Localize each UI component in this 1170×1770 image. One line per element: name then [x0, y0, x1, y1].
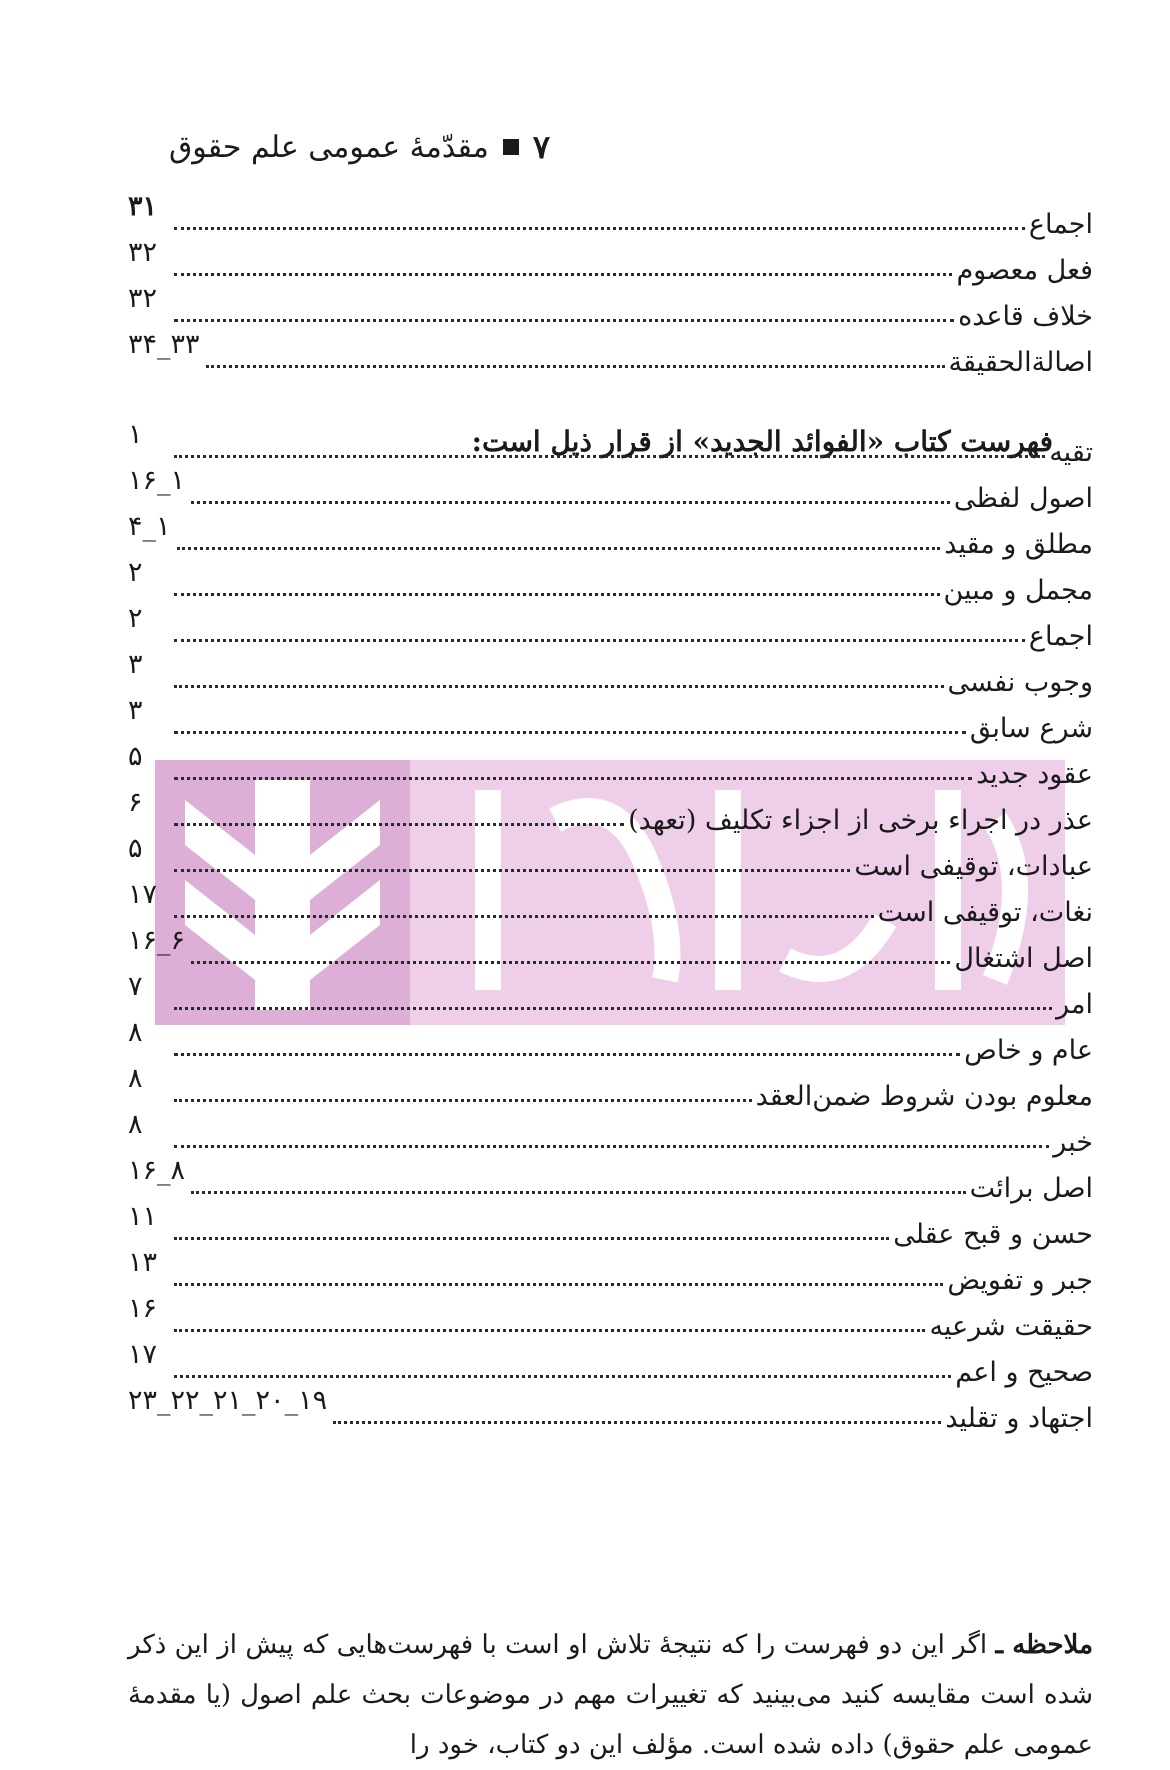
- toc-label: جبر و تفویض: [947, 1265, 1093, 1296]
- toc-row: [128, 1062, 1093, 1110]
- toc-label: مجمل و مبین: [943, 575, 1093, 606]
- toc-label: شرع سابق: [969, 713, 1093, 744]
- toc-page: ۸: [128, 1109, 143, 1140]
- leader-dots: [174, 823, 624, 826]
- toc-row: [128, 740, 1093, 788]
- toc-page: ۳: [128, 649, 143, 680]
- toc-row: [128, 1384, 1093, 1432]
- toc-page: ۷: [128, 971, 143, 1002]
- toc-row: [128, 970, 1093, 1018]
- toc-row: [128, 832, 1093, 880]
- leader-dots: [174, 1007, 1052, 1010]
- toc-row: [128, 694, 1093, 742]
- leader-dots: [174, 593, 940, 596]
- toc-row: [128, 236, 1093, 284]
- toc-label: عام و خاص: [964, 1035, 1093, 1066]
- header-square-icon: [503, 139, 519, 155]
- toc-page: ۳۲: [128, 283, 158, 314]
- toc-page: ۱۶: [128, 1293, 158, 1324]
- toc-label: حقیقت شرعیه: [929, 1311, 1093, 1342]
- leader-dots: [177, 547, 941, 550]
- toc-label: تقیه: [1049, 437, 1093, 468]
- toc-row: [128, 878, 1093, 926]
- leader-dots: [174, 1375, 951, 1378]
- toc-label: حسن و قبح عقلی: [893, 1219, 1093, 1250]
- leader-dots: [174, 1237, 889, 1240]
- toc-label: مطلق و مقید: [944, 529, 1093, 560]
- toc-page: ۶_۱۶: [128, 925, 186, 956]
- toc-label: نغات، توقیفی است: [877, 897, 1093, 928]
- toc-row: [128, 1246, 1093, 1294]
- toc-label: اجتهاد و تقلید: [945, 1403, 1093, 1434]
- toc-page: ۳۱: [128, 191, 158, 222]
- toc-page: ۱: [128, 419, 143, 450]
- leader-dots: [174, 1145, 1049, 1148]
- page-number: ۷: [532, 128, 550, 166]
- toc-page: ۱۷: [128, 1339, 158, 1370]
- leader-dots: [174, 869, 850, 872]
- toc-label: فعل معصوم: [956, 255, 1093, 286]
- toc-row: [128, 1154, 1093, 1202]
- running-header: [150, 122, 550, 172]
- toc-row: [128, 648, 1093, 696]
- leader-dots: [191, 501, 950, 504]
- note-lead: ملاحظه ـ: [995, 1630, 1093, 1660]
- leader-dots: [174, 639, 1025, 642]
- toc-row: [128, 556, 1093, 604]
- leader-dots: [174, 1283, 943, 1286]
- toc-label: اصول لفظی: [953, 483, 1093, 514]
- toc-page: ۶: [128, 787, 143, 818]
- toc-row: [128, 1292, 1093, 1340]
- leader-dots: [174, 1099, 752, 1102]
- leader-dots: [174, 1329, 925, 1332]
- toc-label: اجماع: [1028, 621, 1093, 652]
- toc-page: ۱_۴: [128, 511, 171, 542]
- toc-page: ۲: [128, 557, 143, 588]
- toc-page: ۲: [128, 603, 143, 634]
- toc-label: عقود جدید: [976, 759, 1093, 790]
- toc-page: ۱۳: [128, 1247, 158, 1278]
- toc-row: [128, 1200, 1093, 1248]
- toc-page: ۸_۱۶: [128, 1155, 186, 1186]
- toc-label: خبر: [1053, 1127, 1093, 1158]
- leader-dots: [191, 1191, 966, 1194]
- toc-page: ۸: [128, 1063, 143, 1094]
- toc-page: ۵: [128, 741, 143, 772]
- toc-label: عذر در اجراء برخی از اجزاء تکلیف (تعهد): [628, 805, 1093, 836]
- toc-page: ۱۱: [128, 1201, 158, 1232]
- note-paragraph: [128, 1620, 1093, 1770]
- toc-row: [128, 602, 1093, 650]
- toc-row: [128, 282, 1093, 330]
- leader-dots: [206, 365, 945, 368]
- toc-page: ۳۳_۳۴: [128, 329, 200, 360]
- toc-page: ۱_۱۶: [128, 465, 186, 496]
- toc-row: [128, 1338, 1093, 1386]
- toc-row: [128, 328, 1093, 376]
- toc-row: [128, 786, 1093, 834]
- toc-label: اجماع: [1028, 209, 1093, 240]
- leader-dots: [174, 915, 874, 918]
- leader-dots: [174, 227, 1025, 230]
- toc-label: اصل برائت: [969, 1173, 1093, 1204]
- toc-page: ۳: [128, 695, 143, 726]
- toc-page: ۵: [128, 833, 143, 864]
- toc-label: عبادات، توقیفی است: [854, 851, 1093, 882]
- toc-label: معلوم بودن شروط ضمن‌العقد: [755, 1081, 1093, 1112]
- leader-dots: [333, 1421, 941, 1424]
- toc-label: اصالةالحقیقة: [948, 347, 1093, 378]
- leader-dots: [174, 731, 966, 734]
- leader-dots: [174, 319, 954, 322]
- toc-page: ۳۲: [128, 237, 158, 268]
- toc-row: [128, 924, 1093, 972]
- toc-label: امر: [1056, 989, 1093, 1020]
- toc-label: صحیح و اعم: [955, 1357, 1093, 1388]
- header-title: مقدّمهٔ عمومی علم حقوق: [168, 129, 489, 165]
- note-text: اگر این دو فهرست را که نتیجهٔ تلاش او است با فهرست‌هایی که پیش از این ذکر شده است مقایسه کنید می‌بینید که تغییرات مهم در موضوعات بحث علم اصول (یا مقدمهٔ عمومی علم حقوق) داده شده است. مؤلف این دو کتاب، خود را: [128, 1630, 1093, 1760]
- toc-row: [128, 510, 1093, 558]
- leader-dots: [174, 685, 944, 688]
- toc-row: [128, 1016, 1093, 1064]
- toc-label: اصل اشتغال: [954, 943, 1093, 974]
- toc-row: [128, 190, 1093, 238]
- leader-dots: [174, 777, 972, 780]
- toc-label: وجوب نفسی: [947, 667, 1093, 698]
- section-title: فهرست کتاب «الفوائد الجدید» از قرار ذیل است:: [471, 425, 1053, 458]
- leader-dots: [191, 961, 950, 964]
- toc-page: ۱۹_۲۰_۲۱_۲۲_۲۳: [128, 1385, 328, 1416]
- toc-label: خلاف قاعده: [958, 301, 1093, 332]
- toc-row: [128, 1108, 1093, 1156]
- leader-dots: [174, 273, 952, 276]
- leader-dots: [174, 1053, 960, 1056]
- toc-row: [128, 418, 1093, 466]
- toc-page: ۸: [128, 1017, 143, 1048]
- toc-page: ۱۷: [128, 879, 158, 910]
- leader-dots: [174, 455, 1045, 458]
- toc-row: [128, 464, 1093, 512]
